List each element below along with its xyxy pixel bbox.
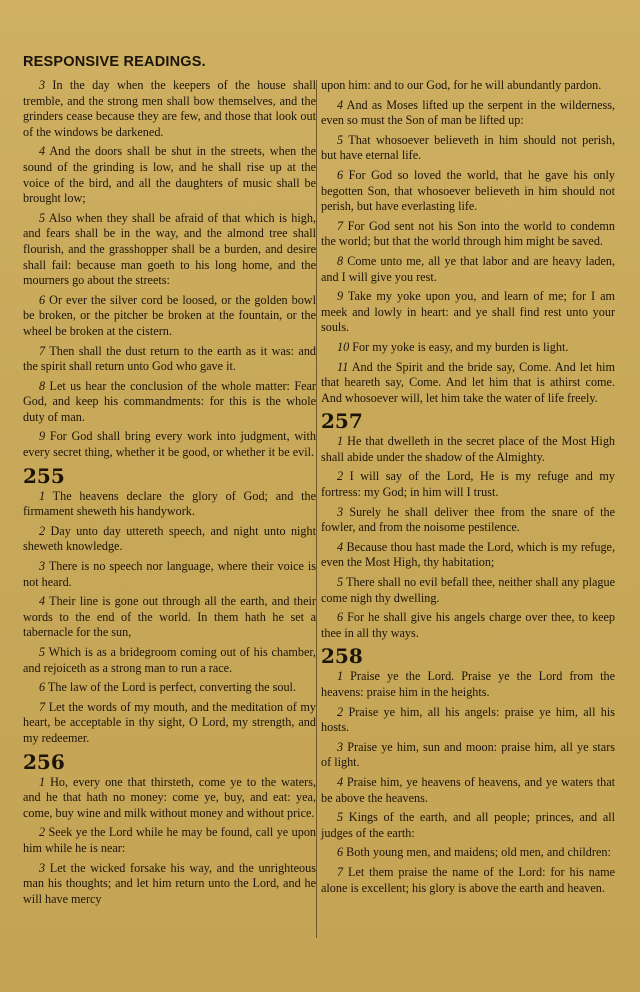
verse-number: 3: [337, 739, 344, 754]
verse-text: For God so loved the world, that he gave his only begotten Son, that whosoever believeth in him should not perish, but have everlasting life.: [321, 167, 615, 214]
verse: [23, 559, 316, 590]
verse-text: There shall no evil befall thee, neither shall any plague come nigh thy dwelling.: [321, 575, 615, 605]
verse: [321, 133, 615, 164]
verse: [23, 489, 316, 520]
verse-number: 8: [39, 378, 46, 393]
verse-number: 6: [337, 845, 344, 860]
verse: [321, 865, 615, 896]
verse: [321, 219, 615, 250]
verse-number: 6: [39, 680, 46, 695]
verse-text: Which is as a bridegroom coming out of his chamber, and rejoiceth as a strong man to run a race.: [23, 645, 317, 675]
verse-number: 4: [337, 97, 344, 112]
verse-number: 3: [39, 78, 46, 92]
left-column: [23, 78, 316, 911]
verse-text: Kings of the earth, and all people; princes, and all judges of the earth:: [321, 810, 616, 840]
page-heading: RESPONSIVE READINGS.: [23, 54, 206, 70]
verse: [321, 254, 615, 285]
verse-number: 6: [337, 167, 344, 182]
verse-text: Come unto me, all ye that labor and are heavy laden, and I will give you rest.: [321, 253, 615, 284]
verse: [321, 810, 615, 841]
verse: [23, 775, 316, 822]
reading-number-255: 255: [23, 463, 65, 488]
verse-number: 4: [39, 594, 46, 609]
verse: [23, 825, 316, 856]
verse: [321, 705, 615, 736]
verse-number: 11: [337, 359, 349, 374]
verse-text: Let us hear the conclusion of the whole matter: Fear God, and keep his commandments: for this is the whole duty of man.: [23, 378, 316, 424]
verse: [321, 340, 615, 356]
verse-number: 1: [337, 669, 344, 684]
verse: [23, 144, 316, 206]
verse-number: 7: [39, 699, 46, 714]
verse: [23, 700, 316, 747]
verse-number: 6: [337, 610, 344, 625]
verse-number: 1: [39, 774, 46, 789]
verse: [23, 429, 316, 460]
verse-number: 2: [337, 704, 344, 719]
verse-text: Let the words of my mouth, and the meditation of my heart, be acceptable in thy sight, O Lord, my strength, and my redeemer.: [23, 699, 317, 745]
reading-number-256: 256: [23, 749, 65, 774]
verse: [23, 293, 316, 340]
verse-text: That whosoever believeth in him should not perish, but have eternal life.: [321, 132, 615, 163]
verse-text: For my yoke is easy, and my burden is light.: [352, 339, 569, 354]
verse-text: Their line is gone out through all the earth, and their words to the end of the world. In them hath he set a tabernacle for the sun,: [23, 594, 316, 640]
reading-256-verses: [23, 775, 316, 908]
reading-number-258: 258: [321, 644, 363, 669]
verse-text: Then shall the dust return to the earth as it was: and the spirit shall return unto God who gave it.: [23, 343, 317, 374]
verse-number: 7: [337, 218, 344, 233]
verse-number: 4: [337, 774, 344, 789]
reading-255-verses: [23, 489, 316, 747]
reading-254-verses: [23, 78, 316, 461]
verse-number: 4: [39, 144, 46, 159]
verse-text: Surely he shall deliver thee from the snare of the fowler, and from the noisome pestilence.: [321, 504, 616, 535]
verse: [321, 575, 615, 606]
verse: [321, 740, 615, 771]
verse-text: In the day when the keepers of the house shall tremble, and the strong men shall bow themselves, and the grinders cease because they are few, and those that look out of the windows be darkened.: [23, 78, 316, 139]
right-column: [321, 78, 615, 900]
verse: [321, 360, 615, 407]
verse-number: 5: [337, 575, 344, 590]
verse-number: 5: [337, 132, 344, 147]
verse: [321, 168, 615, 215]
verse: [321, 98, 615, 129]
verse-number: 7: [39, 343, 46, 358]
verse-text: Ho, every one that thirsteth, come ye to the waters, and he that hath no money: come ye, buy, and eat: yea, come, buy wine and milk without money and without price.: [23, 774, 316, 820]
verse: [23, 211, 316, 289]
verse-text: Also when they shall be afraid of that which is high, and fears shall be in the way, and the almond tree shall flourish, and the grasshopper shall be a burden, and desire shall fail: because man goeth to his long home, and the mourners go about the streets:: [23, 210, 316, 288]
verse-number: 1: [39, 488, 46, 503]
verse-text: He that dwelleth in the secret place of the Most High shall abide under the shadow of the Almighty.: [321, 434, 616, 464]
verse: [321, 775, 615, 806]
verse: [321, 610, 615, 641]
verse-text: Both young men, and maidens; old men, and children:: [346, 845, 611, 860]
verse-text: Praise ye him, sun and moon: praise him, all ye stars of light.: [321, 739, 615, 770]
verse: [321, 669, 615, 700]
verse-text: Praise ye the Lord. Praise ye the Lord from the heavens: praise him in the heights.: [321, 669, 615, 699]
verse-number: 5: [337, 810, 344, 825]
reading-258-verses: [321, 669, 615, 896]
verse-text: The heavens declare the glory of God; and the firmament sheweth his handywork.: [23, 488, 316, 519]
verse-number: 5: [39, 645, 46, 659]
verse-number: 9: [39, 429, 46, 444]
verse-text: I will say of the Lord, He is my refuge and my fortress: my God; in him will I trust.: [321, 469, 615, 500]
verse-number: 3: [337, 504, 344, 519]
verse: [23, 379, 316, 426]
verse-text: Take my yoke upon you, and learn of me; for I am meek and lowly in heart: and ye shall find rest unto your souls.: [321, 289, 616, 335]
verse: [321, 540, 615, 571]
column-divider: [316, 80, 317, 938]
verse: [321, 289, 615, 336]
reading-number-257: 257: [321, 409, 363, 434]
verse: [23, 594, 316, 641]
verse-text: For he shall give his angels charge over thee, to keep thee in all thy ways.: [321, 610, 616, 640]
verse: [23, 861, 316, 908]
verse-number: 3: [39, 559, 46, 574]
verse: [321, 469, 615, 500]
verse-text: For God shall bring every work into judgment, with every secret thing, whether it be good, or whether it be evil.: [23, 429, 316, 460]
verse-number: 3: [39, 860, 46, 875]
verse-number: 6: [39, 292, 46, 307]
verse: [23, 78, 316, 140]
verse: [23, 344, 316, 375]
verse-text: Or ever the silver cord be loosed, or the golden bowl be broken, or the pitcher be broken at the fountain, or the wheel be broken at the cistern.: [23, 292, 316, 338]
reading-257-verses: [321, 434, 615, 641]
verse-text: Praise ye him, all his angels: praise ye him, all his hosts.: [321, 704, 616, 735]
verse-number: 5: [39, 210, 46, 225]
verse: [23, 645, 316, 676]
verse: [23, 524, 316, 555]
verse-text: Let the wicked forsake his way, and the unrighteous man his thoughts; and let him return unto the Lord, and he will have mercy: [23, 860, 316, 906]
verse: [321, 845, 615, 861]
reading-256-continuation: upon him: and to our God, for he will abundantly pardon.: [321, 78, 602, 92]
verse-number: 1: [337, 434, 344, 449]
verse-text: Day unto day uttereth speech, and night unto night sheweth knowledge.: [23, 523, 317, 554]
verse-text: Seek ye the Lord while he may be found, call ye upon him while he is near:: [23, 825, 317, 855]
verse-number: 2: [337, 469, 344, 484]
verse-text: And the doors shall be shut in the streets, when the sound of the grinding is low, and he shall rise up at the voice of the bird, and all the daughters of music shall be brought low;: [23, 144, 316, 206]
verse-number: 4: [337, 539, 344, 554]
verse-number: 7: [337, 864, 344, 879]
verse-number: 8: [337, 253, 344, 268]
verse-text: Because thou hast made the Lord, which is my refuge, even the Most High, thy habitation;: [321, 539, 615, 570]
verse-number: 9: [337, 289, 344, 304]
verse: [321, 505, 615, 536]
verse-text: And as Moses lifted up the serpent in the wilderness, even so must the Son of man be lifted up:: [321, 97, 616, 128]
verse-number: 2: [39, 523, 46, 538]
verse-number: 2: [39, 825, 46, 840]
verse-number: 10: [337, 339, 350, 354]
verse: [321, 434, 615, 465]
verse-text: And the Spirit and the bride say, Come. And let him that heareth say, Come. And let him that is athirst come. And whosoever will, let him take the water of life freely.: [321, 359, 615, 405]
verse-text: The law of the Lord is perfect, converting the soul.: [47, 680, 296, 695]
verse-text: Praise him, ye heavens of heavens, and ye waters that be above the heavens.: [321, 774, 616, 805]
verse-text: For God sent not his Son into the world to condemn the world; but that the world through him might be saved.: [321, 218, 615, 249]
reading-256-verses-continued: [321, 98, 615, 407]
verse-text: There is no speech nor language, where their voice is not heard.: [23, 559, 316, 589]
verse-text: Let them praise the name of the Lord: for his name alone is excellent; his glory is above the earth and heaven.: [321, 864, 615, 895]
verse: [23, 680, 316, 696]
